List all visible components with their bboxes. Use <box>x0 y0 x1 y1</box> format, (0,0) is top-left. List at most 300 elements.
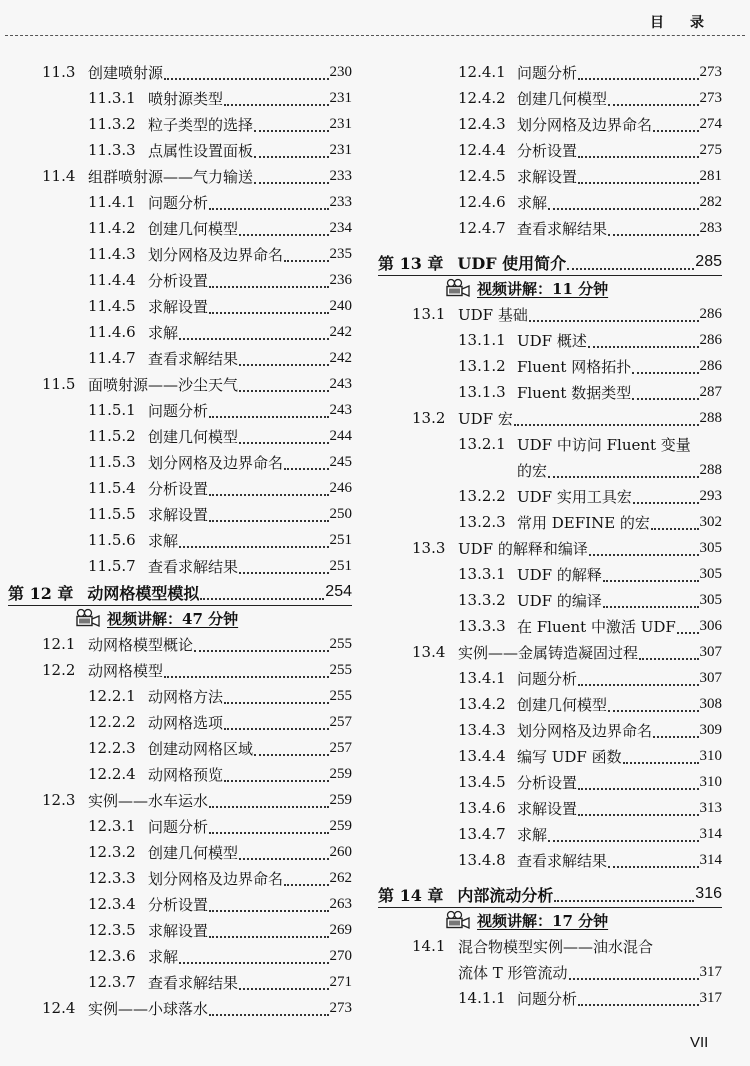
toc-subsection-entry[interactable] <box>88 215 352 241</box>
page-number-ref: 243 <box>329 401 352 418</box>
leader-dots <box>224 103 328 106</box>
entry-title: 问题分析 <box>517 669 578 688</box>
page-number-ref: 317 <box>699 963 722 980</box>
chapter-title: UDF 使用简介 <box>457 253 567 273</box>
entry-number: 11.4 <box>42 167 76 185</box>
page-number-ref: 233 <box>329 193 352 210</box>
video-lecture-label: 视频讲解：47 分钟 <box>107 609 239 628</box>
entry-number: 12.3.4 <box>88 895 136 913</box>
page-number-ref: 273 <box>699 63 722 80</box>
page-number-ref: 314 <box>699 851 722 868</box>
toc-subsection-entry[interactable] <box>88 319 352 345</box>
toc-subsection-entry[interactable] <box>458 327 722 353</box>
page-number-ref: 245 <box>329 453 352 470</box>
leader-dots <box>284 883 328 886</box>
toc-subsection-entry[interactable] <box>88 423 352 449</box>
toc-chapter-entry[interactable] <box>8 579 352 605</box>
leader-dots <box>239 987 328 990</box>
leader-dots <box>632 371 698 374</box>
entry-title: UDF 中访问 Fluent 变量 <box>517 435 691 454</box>
entry-title: UDF 的解释 <box>517 565 602 584</box>
page-number-ref: 288 <box>699 461 722 478</box>
entry-title: 组群喷射源——气力输送 <box>88 167 254 186</box>
toc-section-entry[interactable] <box>42 59 352 85</box>
entry-number: 13.2 <box>412 409 446 427</box>
page-number-ref: 285 <box>695 253 722 270</box>
leader-dots <box>254 129 328 132</box>
entry-title: 查看求解结果 <box>517 851 608 870</box>
leader-dots <box>239 233 328 236</box>
toc-subsection-entry[interactable] <box>458 431 722 457</box>
entry-number: 12.3 <box>42 791 76 809</box>
entry-number: 11.4.7 <box>88 349 136 367</box>
entry-title: 求解设置 <box>148 921 209 940</box>
entry-title: 混合物模型实例——油水混合 <box>458 937 654 956</box>
leader-dots <box>653 735 698 738</box>
entry-number: 12.2.1 <box>88 687 136 705</box>
entry-title: 问题分析 <box>148 817 209 836</box>
entry-title: 求解 <box>517 193 548 212</box>
toc-subsection-entry[interactable] <box>458 509 722 535</box>
page-number-ref: 236 <box>329 271 352 288</box>
toc-entry-continuation[interactable] <box>517 457 722 483</box>
leader-dots <box>578 155 698 158</box>
leader-dots <box>209 909 328 912</box>
leader-dots <box>209 831 328 834</box>
leader-dots <box>164 675 328 678</box>
entry-number: 11.4.4 <box>88 271 136 289</box>
entry-title: UDF 实用工具宏 <box>517 487 632 506</box>
page-number-ref: 262 <box>329 869 352 886</box>
page-number-ref: 271 <box>329 973 352 990</box>
leader-dots <box>603 579 699 582</box>
entry-title: 喷射源类型 <box>148 89 224 108</box>
toc-section-entry[interactable] <box>412 301 722 327</box>
entry-title: 问题分析 <box>148 401 209 420</box>
entry-number: 13.4.8 <box>458 851 506 869</box>
toc-subsection-entry[interactable] <box>458 743 722 769</box>
toc-subsection-entry[interactable] <box>88 891 352 917</box>
leader-dots <box>194 649 328 652</box>
entry-title: 创建几何模型 <box>148 843 239 862</box>
leader-dots <box>529 319 699 322</box>
toc-subsection-entry[interactable] <box>88 397 352 423</box>
leader-dots <box>239 571 328 574</box>
toc-subsection-entry[interactable] <box>88 865 352 891</box>
entry-number: 12.4.2 <box>458 89 506 107</box>
toc-subsection-entry[interactable] <box>88 501 352 527</box>
toc-section-entry[interactable] <box>42 163 352 189</box>
toc-subsection-entry[interactable] <box>88 839 352 865</box>
page-number-ref: 240 <box>329 297 352 314</box>
header-rule <box>5 35 745 36</box>
page-number-ref: 254 <box>325 583 352 600</box>
entry-number: 11.5.2 <box>88 427 136 445</box>
video-lecture-label: 视频讲解：17 分钟 <box>477 911 609 930</box>
toc-section-entry[interactable] <box>412 405 722 431</box>
page-number-ref: 230 <box>329 63 352 80</box>
leader-dots <box>578 813 698 816</box>
chapter-title: 动网格模型模拟 <box>87 583 200 603</box>
leader-dots <box>588 345 699 348</box>
toc-subsection-entry[interactable] <box>458 561 722 587</box>
toc-section-entry[interactable] <box>42 995 352 1021</box>
page-number-ref: 255 <box>329 635 352 652</box>
entry-title: Fluent 数据类型 <box>517 383 632 402</box>
leader-dots <box>239 389 328 392</box>
entry-number: 13.1.3 <box>458 383 506 401</box>
toc-section-entry[interactable] <box>412 535 722 561</box>
page-number-ref: 233 <box>329 167 352 184</box>
entry-title: 常用 DEFINE 的宏 <box>517 513 650 532</box>
toc-subsection-entry[interactable] <box>458 847 722 873</box>
leader-dots <box>209 311 328 314</box>
entry-number: 12.4.4 <box>458 141 506 159</box>
entry-title: 查看求解结果 <box>148 349 239 368</box>
page-number-ref: 234 <box>329 219 352 236</box>
leader-dots <box>639 657 698 660</box>
entry-title: 查看求解结果 <box>517 219 608 238</box>
leader-dots <box>209 207 328 210</box>
video-lecture-note <box>445 276 608 300</box>
leader-dots <box>554 899 694 902</box>
video-lecture-note <box>445 908 608 932</box>
toc-subsection-entry[interactable] <box>88 241 352 267</box>
entry-title: 划分网格及边界命名 <box>148 453 284 472</box>
page-number-ref: 250 <box>329 505 352 522</box>
toc-subsection-entry[interactable] <box>458 795 722 821</box>
toc-section-entry[interactable] <box>412 933 722 959</box>
toc-subsection-entry[interactable] <box>88 813 352 839</box>
leader-dots <box>239 857 328 860</box>
entry-number: 11.5.1 <box>88 401 136 419</box>
page-number-ref: 251 <box>329 557 352 574</box>
leader-dots <box>209 1013 328 1016</box>
page-number-ref: 310 <box>699 747 722 764</box>
leader-dots <box>608 233 698 236</box>
entry-number: 11.3.3 <box>88 141 136 159</box>
toc-subsection-entry[interactable] <box>458 353 722 379</box>
toc-section-entry[interactable] <box>42 657 352 683</box>
leader-dots <box>224 779 328 782</box>
entry-title: 查看求解结果 <box>148 557 239 576</box>
entry-title: 实例——水车运水 <box>88 791 209 810</box>
entry-number: 11.5 <box>42 375 76 393</box>
entry-number: 11.4.1 <box>88 193 136 211</box>
entry-number: 13.4.4 <box>458 747 506 765</box>
entry-number: 12.3.5 <box>88 921 136 939</box>
page-number-ref: 287 <box>699 383 722 400</box>
leader-dots <box>651 527 699 530</box>
entry-number: 13.1.2 <box>458 357 506 375</box>
toc-section-entry[interactable] <box>42 787 352 813</box>
toc-subsection-entry[interactable] <box>458 85 722 111</box>
entry-number: 14.1 <box>412 937 446 955</box>
leader-dots <box>179 337 328 340</box>
page-number-ref: 274 <box>699 115 722 132</box>
toc-subsection-entry[interactable] <box>458 137 722 163</box>
page-number-ref: 286 <box>699 331 722 348</box>
leader-dots <box>608 709 698 712</box>
leader-dots <box>578 683 698 686</box>
toc-subsection-entry[interactable] <box>458 587 722 613</box>
toc-chapter-entry[interactable] <box>378 881 722 907</box>
leader-dots <box>589 553 699 556</box>
page-number-ref: 242 <box>329 323 352 340</box>
page-number-ref: 305 <box>699 539 722 556</box>
entry-title: 分析设置 <box>148 271 209 290</box>
toc-section-entry[interactable] <box>412 639 722 665</box>
leader-dots <box>254 155 328 158</box>
entry-number: 12.4.7 <box>458 219 506 237</box>
toc-subsection-entry[interactable] <box>458 717 722 743</box>
toc-entry-continuation[interactable] <box>458 959 722 985</box>
entry-title: 创建动网格区域 <box>148 739 254 758</box>
toc-subsection-entry[interactable] <box>458 163 722 189</box>
entry-number: 12.4.3 <box>458 115 506 133</box>
entry-title: 动网格方法 <box>148 687 224 706</box>
entry-title: 求解 <box>517 825 548 844</box>
page-number-ref: 259 <box>329 791 352 808</box>
entry-number: 13.2.2 <box>458 487 506 505</box>
page-number: VII <box>690 1034 709 1051</box>
leader-dots <box>209 805 328 808</box>
page-number-ref: 259 <box>329 765 352 782</box>
page-number-ref: 316 <box>695 885 722 902</box>
leader-dots <box>632 397 698 400</box>
leader-dots <box>179 545 328 548</box>
entry-number: 13.2.1 <box>458 435 506 453</box>
toc-subsection-entry[interactable] <box>458 483 722 509</box>
entry-title: 创建几何模型 <box>517 695 608 714</box>
toc-subsection-entry[interactable] <box>458 215 722 241</box>
header-title: 目录 <box>650 15 730 31</box>
toc-subsection-entry[interactable] <box>458 821 722 847</box>
page-number-ref: 302 <box>699 513 722 530</box>
entry-number: 11.3.2 <box>88 115 136 133</box>
leader-dots <box>209 285 328 288</box>
entry-number: 12.3.2 <box>88 843 136 861</box>
page-number-ref: 286 <box>699 305 722 322</box>
page-number-ref: 286 <box>699 357 722 374</box>
entry-title: 划分网格及边界命名 <box>148 869 284 888</box>
leader-dots <box>239 363 328 366</box>
page-number-ref: 259 <box>329 817 352 834</box>
page-number-ref: 313 <box>699 799 722 816</box>
toc-subsection-entry[interactable] <box>458 613 722 639</box>
video-camera-icon <box>445 910 471 930</box>
toc-subsection-entry[interactable] <box>88 293 352 319</box>
page-number-ref: 243 <box>329 375 352 392</box>
chapter-title: 内部流动分析 <box>457 885 554 905</box>
toc-subsection-entry[interactable] <box>88 943 352 969</box>
toc-subsection-entry[interactable] <box>458 379 722 405</box>
chapter-number: 第 13 章 <box>378 253 444 273</box>
page-number-ref: 314 <box>699 825 722 842</box>
toc-chapter-entry[interactable] <box>378 249 722 275</box>
page-number-ref: 275 <box>699 141 722 158</box>
entry-title: 面喷射源——沙尘天气 <box>88 375 239 394</box>
toc-subsection-entry[interactable] <box>88 85 352 111</box>
entry-title: Fluent 网格拓扑 <box>517 357 632 376</box>
toc-subsection-entry[interactable] <box>88 553 352 579</box>
leader-dots <box>209 415 328 418</box>
leader-dots <box>567 267 694 270</box>
toc-subsection-entry[interactable] <box>458 189 722 215</box>
page-number-ref: 305 <box>699 591 722 608</box>
entry-title: UDF 的编译 <box>517 591 602 610</box>
chapter-number: 第 12 章 <box>8 583 74 603</box>
toc-section-entry[interactable] <box>42 371 352 397</box>
page-number-ref: 260 <box>329 843 352 860</box>
entry-title: 创建几何模型 <box>148 219 239 238</box>
entry-number: 11.5.5 <box>88 505 136 523</box>
entry-number: 12.4 <box>42 999 76 1017</box>
page-number-ref: 242 <box>329 349 352 366</box>
entry-title: 分析设置 <box>517 141 578 160</box>
toc-subsection-entry[interactable] <box>88 709 352 735</box>
entry-number: 13.1 <box>412 305 446 323</box>
toc-subsection-entry[interactable] <box>88 137 352 163</box>
page-number-ref: 307 <box>699 643 722 660</box>
entry-title: 实例——小球落水 <box>88 999 209 1018</box>
entry-number: 13.4.3 <box>458 721 506 739</box>
entry-title: 创建几何模型 <box>148 427 239 446</box>
page-number-ref: 282 <box>699 193 722 210</box>
toc-subsection-entry[interactable] <box>88 111 352 137</box>
page-number-ref: 281 <box>699 167 722 184</box>
toc-subsection-entry[interactable] <box>88 735 352 761</box>
page-number-ref: 317 <box>699 989 722 1006</box>
toc-subsection-entry[interactable] <box>458 691 722 717</box>
leader-dots <box>677 631 699 634</box>
entry-title: 划分网格及边界命名 <box>517 115 653 134</box>
toc-subsection-entry[interactable] <box>88 683 352 709</box>
leader-dots <box>608 865 698 868</box>
leader-dots <box>209 935 328 938</box>
entry-title: UDF 基础 <box>458 305 528 324</box>
entry-number: 11.4.6 <box>88 323 136 341</box>
entry-title: 查看求解结果 <box>148 973 239 992</box>
entry-number: 12.3.6 <box>88 947 136 965</box>
entry-title: 点属性设置面板 <box>148 141 254 160</box>
leader-dots <box>623 761 699 764</box>
entry-number: 11.5.4 <box>88 479 136 497</box>
leader-dots <box>633 501 699 504</box>
entry-number: 13.4.7 <box>458 825 506 843</box>
page-number-ref: 273 <box>699 89 722 106</box>
toc-subsection-entry[interactable] <box>458 111 722 137</box>
leader-dots <box>224 727 328 730</box>
leader-dots <box>284 259 328 262</box>
toc-subsection-entry[interactable] <box>88 449 352 475</box>
entry-title: 问题分析 <box>148 193 209 212</box>
toc-subsection-entry[interactable] <box>88 267 352 293</box>
entry-number: 13.4.6 <box>458 799 506 817</box>
page-number-ref: 269 <box>329 921 352 938</box>
entry-title: 创建几何模型 <box>517 89 608 108</box>
entry-title: UDF 的解释和编译 <box>458 539 588 558</box>
video-lecture-note <box>75 606 238 630</box>
entry-title: 求解设置 <box>517 799 578 818</box>
page-number-ref: 255 <box>329 661 352 678</box>
entry-title: 划分网格及边界命名 <box>517 721 653 740</box>
toc-subsection-entry[interactable] <box>88 475 352 501</box>
entry-title: 求解 <box>148 947 179 966</box>
page-number-ref: 283 <box>699 219 722 236</box>
toc-subsection-entry[interactable] <box>88 761 352 787</box>
leader-dots <box>569 977 699 980</box>
leader-dots <box>239 441 328 444</box>
entry-title: 分析设置 <box>148 895 209 914</box>
toc-section-entry[interactable] <box>42 631 352 657</box>
page-number-ref: 263 <box>329 895 352 912</box>
entry-title: 创建喷射源 <box>88 63 164 82</box>
entry-number: 12.4.5 <box>458 167 506 185</box>
entry-number: 12.4.1 <box>458 63 506 81</box>
entry-number: 13.3.2 <box>458 591 506 609</box>
page-number-ref: 244 <box>329 427 352 444</box>
toc-subsection-entry[interactable] <box>458 769 722 795</box>
toc-subsection-entry[interactable] <box>458 665 722 691</box>
page-number-ref: 251 <box>329 531 352 548</box>
entry-number: 12.3.3 <box>88 869 136 887</box>
entry-number: 14.1.1 <box>458 989 506 1007</box>
page-number-ref: 307 <box>699 669 722 686</box>
entry-title: UDF 宏 <box>458 409 513 428</box>
page-number-ref: 310 <box>699 773 722 790</box>
leader-dots <box>209 493 328 496</box>
video-lecture-label: 视频讲解：11 分钟 <box>477 279 609 298</box>
entry-number: 13.3 <box>412 539 446 557</box>
entry-number: 11.3.1 <box>88 89 136 107</box>
page-number-ref: 257 <box>329 713 352 730</box>
toc-subsection-entry[interactable] <box>458 985 722 1011</box>
toc-subsection-entry[interactable] <box>88 969 352 995</box>
entry-title: 动网格选项 <box>148 713 224 732</box>
entry-number: 13.2.3 <box>458 513 506 531</box>
toc-subsection-entry[interactable] <box>88 189 352 215</box>
toc-subsection-entry[interactable] <box>88 917 352 943</box>
leader-dots <box>200 597 324 600</box>
toc-subsection-entry[interactable] <box>88 527 352 553</box>
entry-title: 实例——金属铸造凝固过程 <box>458 643 639 662</box>
entry-number: 13.3.1 <box>458 565 506 583</box>
leader-dots <box>548 475 698 478</box>
leader-dots <box>578 181 698 184</box>
entry-number: 11.3 <box>42 63 76 81</box>
leader-dots <box>284 467 328 470</box>
leader-dots <box>608 103 698 106</box>
leader-dots <box>209 519 328 522</box>
entry-number: 13.4 <box>412 643 446 661</box>
entry-number: 12.4.6 <box>458 193 506 211</box>
entry-title: 求解 <box>148 531 179 550</box>
chapter-number: 第 14 章 <box>378 885 444 905</box>
toc-subsection-entry[interactable] <box>458 59 722 85</box>
entry-title: 流体 T 形管流动 <box>458 963 568 982</box>
entry-number: 12.3.1 <box>88 817 136 835</box>
entry-title: UDF 概述 <box>517 331 587 350</box>
toc-subsection-entry[interactable] <box>88 345 352 371</box>
leader-dots <box>548 207 698 210</box>
entry-title: 在 Fluent 中激活 UDF <box>517 617 676 636</box>
entry-number: 13.4.2 <box>458 695 506 713</box>
page-number-ref: 305 <box>699 565 722 582</box>
entry-number: 12.2.3 <box>88 739 136 757</box>
page-number-ref: 273 <box>329 999 352 1016</box>
leader-dots <box>254 181 328 184</box>
